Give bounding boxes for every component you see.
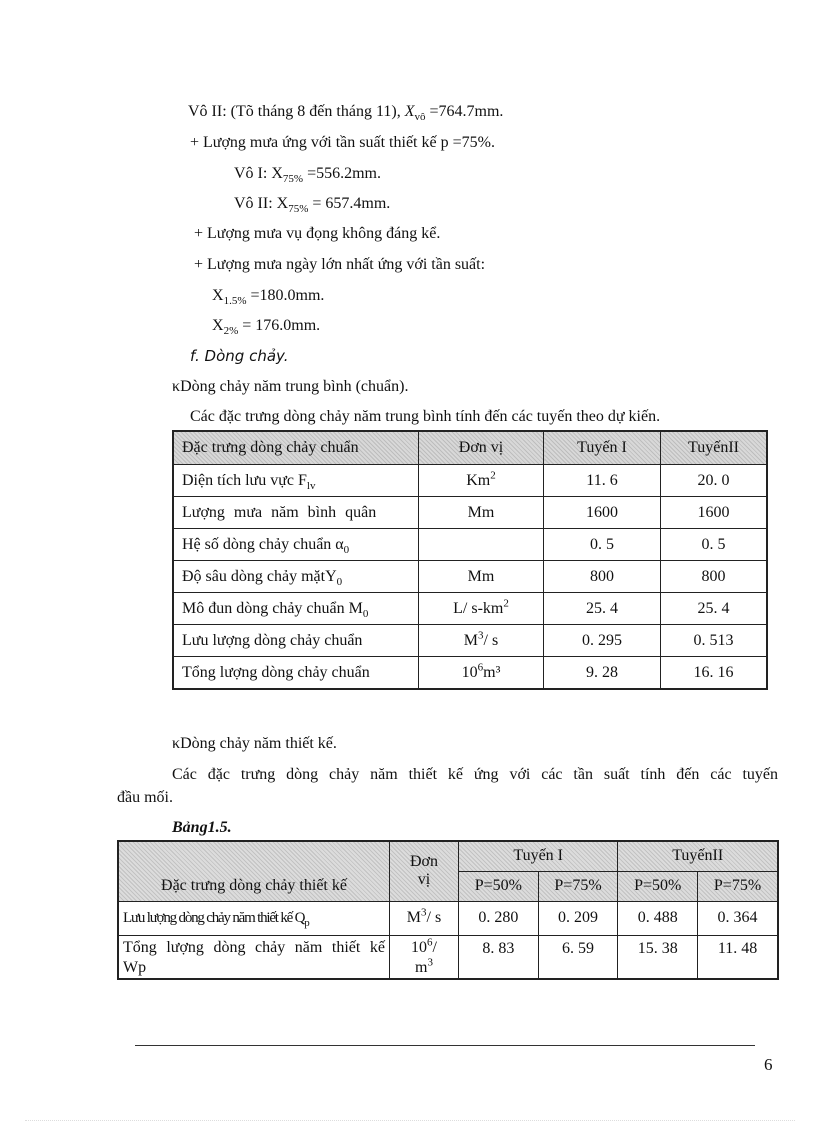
row-value: 0. 488 bbox=[618, 901, 698, 935]
row-tuyen-i: 1600 bbox=[544, 497, 661, 529]
text-line-table1-caption: Các đặc trưng dòng chảy năm trung bình tính đến các tuyến theo dự kiến. bbox=[190, 408, 661, 425]
table-row bbox=[118, 935, 778, 979]
row-label bbox=[118, 901, 390, 935]
row-value: 0. 364 bbox=[698, 901, 778, 935]
unit-superscript-line2: 3 bbox=[427, 956, 433, 969]
line-prefix: X bbox=[212, 287, 224, 304]
text-line-vo-i-75 bbox=[234, 164, 381, 184]
unit-text: L/ s-km bbox=[453, 599, 504, 617]
header-tuyen-ii: TuyếnII bbox=[661, 431, 768, 465]
unit-text: Km bbox=[466, 471, 491, 489]
text-line-max-daily-rain: + Lượng mưa ngày lớn nhất ứng với tần suất: bbox=[194, 256, 486, 273]
table-row bbox=[173, 593, 767, 625]
unit-superscript: 2 bbox=[503, 597, 509, 610]
row-value: 0. 209 bbox=[538, 901, 618, 935]
design-flow-table bbox=[117, 840, 779, 980]
table-row bbox=[173, 657, 767, 690]
row-tuyen-ii: 0. 5 bbox=[661, 529, 768, 561]
table-row bbox=[118, 901, 778, 935]
table-row bbox=[173, 497, 767, 529]
label-line1: Tổng lượng dòng chảy năm thiết kế bbox=[123, 938, 385, 956]
row-value: 11. 48 bbox=[698, 935, 778, 979]
header-unit-line1: Đơn bbox=[409, 853, 438, 871]
header-p50-tuyen-ii: P=50% bbox=[618, 871, 698, 901]
row-label bbox=[118, 935, 390, 979]
text-line-mean-annual-flow: κDòng chảy năm trung bình (chuẩn). bbox=[172, 378, 409, 395]
row-label bbox=[173, 561, 419, 593]
header-tuyen-ii: TuyếnII bbox=[618, 841, 778, 871]
line-prefix: Vô II: (Tõ tháng 8 đến tháng 11), bbox=[188, 103, 405, 120]
label-text: Độ sâu dòng chảy mặtY bbox=[182, 567, 337, 585]
label-subscript: 0 bbox=[336, 575, 343, 588]
header-unit bbox=[390, 841, 459, 901]
row-tuyen-i: 0. 295 bbox=[544, 625, 661, 657]
label-text: Diện tích lưu vực F bbox=[182, 471, 307, 489]
row-label bbox=[173, 465, 419, 497]
label-text: Lưu lượng dòng chảy năm thiết kế Q bbox=[123, 909, 305, 926]
row-tuyen-ii: 800 bbox=[661, 561, 768, 593]
header-p75-tuyen-i: P=75% bbox=[538, 871, 618, 901]
row-tuyen-ii: 20. 0 bbox=[661, 465, 768, 497]
row-unit bbox=[419, 625, 544, 657]
row-value: 6. 59 bbox=[538, 935, 618, 979]
unit-tail: / s bbox=[483, 631, 499, 649]
line-prefix: X bbox=[212, 317, 224, 334]
row-tuyen-i: 9. 28 bbox=[544, 657, 661, 690]
unit-superscript: 3 bbox=[421, 906, 427, 919]
header-unit-line2: vị bbox=[417, 871, 431, 889]
label-text: Tổng lượng dòng chảy chuẩn bbox=[182, 663, 370, 681]
line-value: =180.0mm. bbox=[246, 287, 325, 304]
table-header-row bbox=[173, 431, 767, 465]
x-subscript: 2% bbox=[223, 325, 239, 338]
row-unit bbox=[419, 529, 544, 561]
line-prefix: Vô I: X bbox=[234, 165, 283, 182]
text-line-x-2 bbox=[212, 316, 320, 336]
x-subscript: 75% bbox=[282, 173, 304, 186]
unit-superscript: 3 bbox=[478, 629, 484, 642]
unit-text: M bbox=[463, 631, 479, 649]
header-tuyen-i: Tuyến I bbox=[459, 841, 618, 871]
row-unit bbox=[419, 593, 544, 625]
row-tuyen-i: 11. 6 bbox=[544, 465, 661, 497]
row-unit bbox=[419, 657, 544, 690]
unit-text-line2: m bbox=[415, 958, 428, 976]
label-subscript: lv bbox=[306, 479, 316, 492]
header-characteristic: Đặc trưng dòng chảy thiết kế bbox=[118, 841, 390, 901]
line-value: =556.2mm. bbox=[303, 165, 381, 182]
unit-superscript: 2 bbox=[490, 469, 496, 482]
row-tuyen-ii: 25. 4 bbox=[661, 593, 768, 625]
row-unit bbox=[390, 935, 459, 979]
header-unit: Đơn vị bbox=[419, 431, 544, 465]
line-value: = 176.0mm. bbox=[238, 317, 321, 334]
line-value: =764.7mm. bbox=[425, 103, 504, 120]
label-text: Mô đun dòng chảy chuẩn M bbox=[182, 599, 363, 617]
row-label bbox=[173, 497, 419, 529]
unit-text: 10 bbox=[461, 663, 478, 681]
row-unit bbox=[390, 901, 459, 935]
row-value: 0. 280 bbox=[459, 901, 539, 935]
row-value: 8. 83 bbox=[459, 935, 539, 979]
text-line-x-1-5 bbox=[212, 286, 324, 306]
table-row bbox=[173, 561, 767, 593]
x-subscript: 75% bbox=[288, 203, 309, 216]
row-label bbox=[173, 593, 419, 625]
table-header-row bbox=[118, 841, 778, 871]
header-p75-tuyen-ii: P=75% bbox=[698, 871, 778, 901]
label-text: Lượng mưa năm bình quân bbox=[182, 503, 377, 521]
row-tuyen-i: 25. 4 bbox=[544, 593, 661, 625]
table-row bbox=[173, 529, 767, 561]
header-characteristic: Đặc trưng dòng chảy chuẩn bbox=[173, 431, 419, 465]
label-subscript: 0 bbox=[343, 543, 350, 556]
label-subscript: p bbox=[304, 916, 309, 929]
section-heading-flow: f. Dòng chảy. bbox=[190, 347, 289, 365]
x-subscript: 1.5% bbox=[223, 295, 247, 308]
page-bottom-border bbox=[25, 1120, 795, 1121]
unit-superscript: 6 bbox=[477, 661, 484, 674]
unit-text: 10 bbox=[411, 938, 428, 956]
x-variable: X bbox=[404, 103, 415, 120]
row-tuyen-i: 0. 5 bbox=[544, 529, 661, 561]
row-tuyen-ii: 16. 16 bbox=[661, 657, 768, 690]
row-unit bbox=[419, 465, 544, 497]
row-tuyen-ii: 1600 bbox=[661, 497, 768, 529]
table2-caption: Bảng1.5. bbox=[172, 819, 232, 836]
mean-flow-table bbox=[172, 430, 768, 690]
row-label bbox=[173, 625, 419, 657]
line-value: = 657.4mm. bbox=[308, 195, 391, 212]
text-line-table2-intro: Các đặc trưng dòng chảy năm thiết kế ứng với các tần suất tính đến các tuyến bbox=[172, 766, 778, 783]
row-tuyen-i: 800 bbox=[544, 561, 661, 593]
row-label bbox=[173, 657, 419, 690]
unit-tail: m³ bbox=[483, 663, 501, 681]
unit-text: M bbox=[406, 909, 422, 926]
text-line-design-annual-flow: κDòng chảy năm thiết kế. bbox=[172, 735, 337, 752]
unit-tail: / s bbox=[426, 909, 442, 926]
header-p50-tuyen-i: P=50% bbox=[459, 871, 539, 901]
text-line-design-rainfall: + Lượng mưa ứng với tần suất thiết kế p =75%. bbox=[190, 134, 495, 151]
line-prefix: Vô II: X bbox=[234, 195, 289, 212]
label-text: Lưu lượng dòng chảy chuẩn bbox=[182, 631, 363, 649]
row-unit bbox=[419, 561, 544, 593]
header-tuyen-i: Tuyến I bbox=[544, 431, 661, 465]
row-value: 15. 38 bbox=[618, 935, 698, 979]
unit-tail: / bbox=[432, 938, 437, 956]
row-label bbox=[173, 529, 419, 561]
page-number: 6 bbox=[764, 1055, 773, 1074]
text-line-table2-intro-cont: đầu mối. bbox=[117, 789, 173, 806]
label-text: Hệ số dòng chảy chuẩn α bbox=[182, 535, 344, 553]
text-line-stagnant-rain: + Lượng mưa vụ đọng không đáng kể. bbox=[194, 225, 441, 242]
unit-text: Mm bbox=[467, 567, 495, 585]
x-subscript: vô bbox=[414, 111, 426, 124]
label-line2: Wp bbox=[123, 958, 147, 976]
unit-superscript: 6 bbox=[427, 936, 433, 949]
text-line-vo-ii-average bbox=[188, 102, 503, 122]
table-row bbox=[173, 625, 767, 657]
row-unit bbox=[419, 497, 544, 529]
label-subscript: 0 bbox=[362, 607, 369, 620]
unit-text: Mm bbox=[467, 503, 495, 521]
footer-rule bbox=[135, 1045, 755, 1046]
row-tuyen-ii: 0. 513 bbox=[661, 625, 768, 657]
table-row bbox=[173, 465, 767, 497]
text-line-vo-ii-75 bbox=[234, 194, 390, 214]
